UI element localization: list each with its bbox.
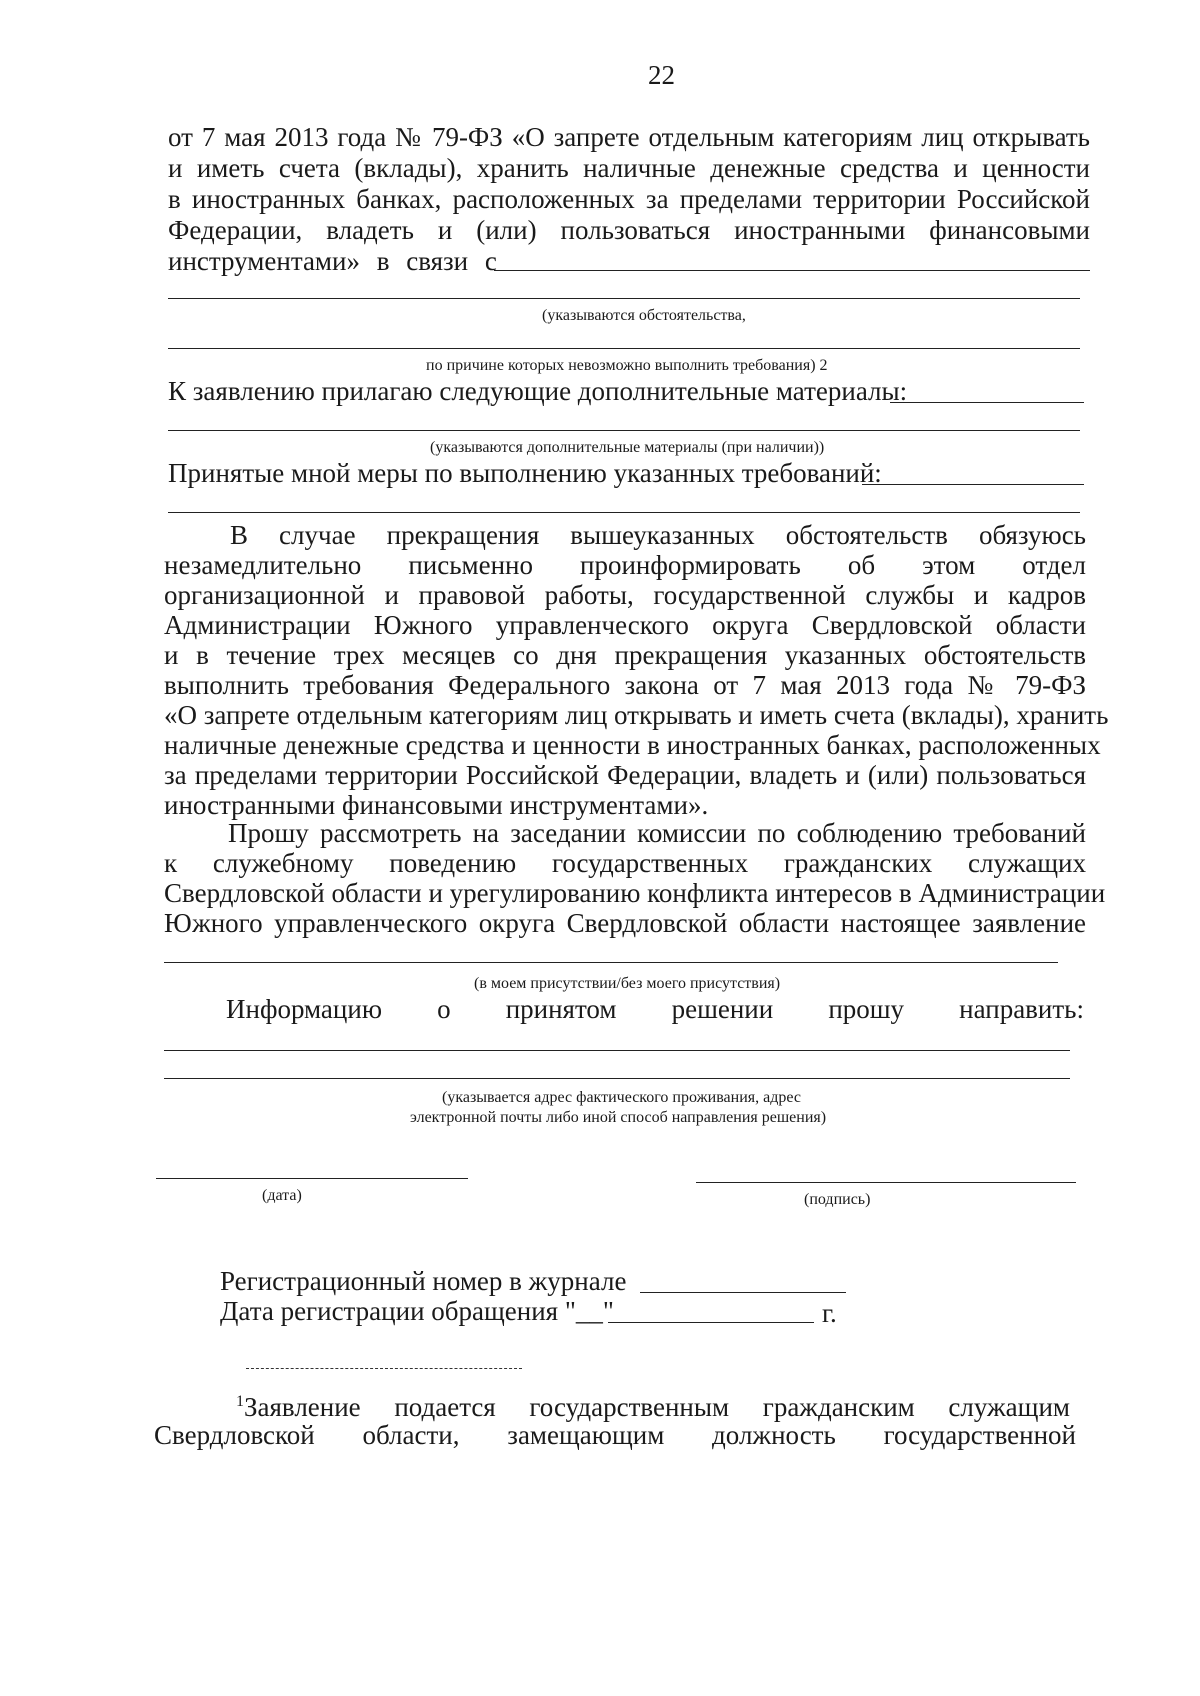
obligation-line: Администрации Южного управленческого округа Свердловской области (164, 610, 1086, 640)
reg-date-label: Дата регистрации обращения "__" (220, 1296, 614, 1326)
footnote-separator (246, 1368, 522, 1369)
info-line: Информацию о принятом решении прошу направить: (226, 994, 1084, 1024)
hint-reasons: по причине которых невозможно выполнить требования) 2 (426, 357, 828, 374)
fill-line (164, 962, 1058, 963)
intro-line: и иметь счета (вклады), хранить наличные денежные средства и ценности (168, 153, 1090, 183)
obligation-line: незамедлительно письменно проинформировать об этом отдел (164, 550, 1086, 580)
signature-label: (подпись) (804, 1191, 871, 1208)
intro-line: в иностранных банках, расположенных за пределами территории Российской (168, 184, 1090, 214)
measures-label: Принятые мной меры по выполнению указанных требований: (168, 458, 882, 488)
date-line (156, 1178, 468, 1179)
obligation-line: и в течение трех месяцев со дня прекращения указанных обстоятельств (164, 640, 1086, 670)
footnote-line: Свердловской области, замещающим должность государственной (154, 1420, 1076, 1450)
fill-line (168, 512, 1080, 513)
obligation-line-last: иностранными финансовыми инструментами». (164, 790, 709, 820)
obligation-line: В случае прекращения вышеуказанных обстоятельств обязуюсь (230, 520, 1086, 550)
attach-label: К заявлению прилагаю следующие дополнительные материалы: (168, 376, 908, 406)
fill-line (168, 430, 1080, 431)
footnote-line (236, 1386, 1084, 1423)
request-line: к служебному поведению государственных гражданских служащих (164, 848, 1086, 878)
obligation-line: выполнить требования Федерального закона от 7 мая 2013 года № 79-ФЗ (164, 670, 1086, 700)
fill-line (640, 1292, 846, 1293)
obligation-line: наличные денежные средства и ценности в иностранных банках, расположенных (164, 730, 1101, 760)
obligation-line: «О запрете отдельным категориям лиц открывать и иметь счета (вклады), хранить (164, 700, 1109, 730)
hint-address-line: (указывается адрес фактического проживания, адрес (442, 1089, 801, 1106)
fill-line (862, 484, 1084, 485)
hint-circumstances: (указываются обстоятельства, (542, 307, 746, 324)
fill-line (168, 298, 1080, 299)
page-number: 22 (648, 60, 675, 90)
reg-date-suffix: г. (822, 1298, 837, 1328)
request-line: Свердловской области и урегулированию конфликта интересов в Администрации (164, 878, 1106, 908)
hint-attachments: (указываются дополнительные материалы (при наличии)) (430, 439, 825, 456)
fill-line (608, 1322, 814, 1323)
fill-line (168, 348, 1080, 349)
obligation-line: организационной и правовой работы, государственной службы и кадров (164, 580, 1086, 610)
intro-line: от 7 мая 2013 года № 79-ФЗ «О запрете отдельным категориям лиц открывать (168, 122, 1090, 152)
fill-line (164, 1050, 1070, 1051)
obligation-line: за пределами территории Российской Федерации, владеть и (или) пользоваться (164, 760, 1086, 790)
intro-line: Федерации, владеть и (или) пользоваться иностранными финансовыми (168, 215, 1090, 245)
request-line: Прошу рассмотреть на заседании комиссии по соблюдению требований (228, 818, 1086, 848)
fill-line (494, 270, 1090, 271)
footnote-text: Заявление подается государственным гражданским служащим (244, 1392, 1070, 1422)
intro-line-last: инструментами» в связи с (168, 246, 497, 276)
fill-line (890, 402, 1084, 403)
request-line: Южного управленческого округа Свердловской области настоящее заявление (164, 908, 1086, 938)
hint-presence: (в моем присутствии/без моего присутствия) (474, 975, 781, 992)
reg-number-label: Регистрационный номер в журнале (220, 1266, 627, 1296)
footnote-mark: 1 (236, 1393, 244, 1410)
fill-line (164, 1078, 1070, 1079)
signature-line (696, 1182, 1076, 1183)
hint-address-line: электронной почты либо иной способ направления решения) (410, 1109, 827, 1126)
date-label: (дата) (262, 1187, 302, 1204)
